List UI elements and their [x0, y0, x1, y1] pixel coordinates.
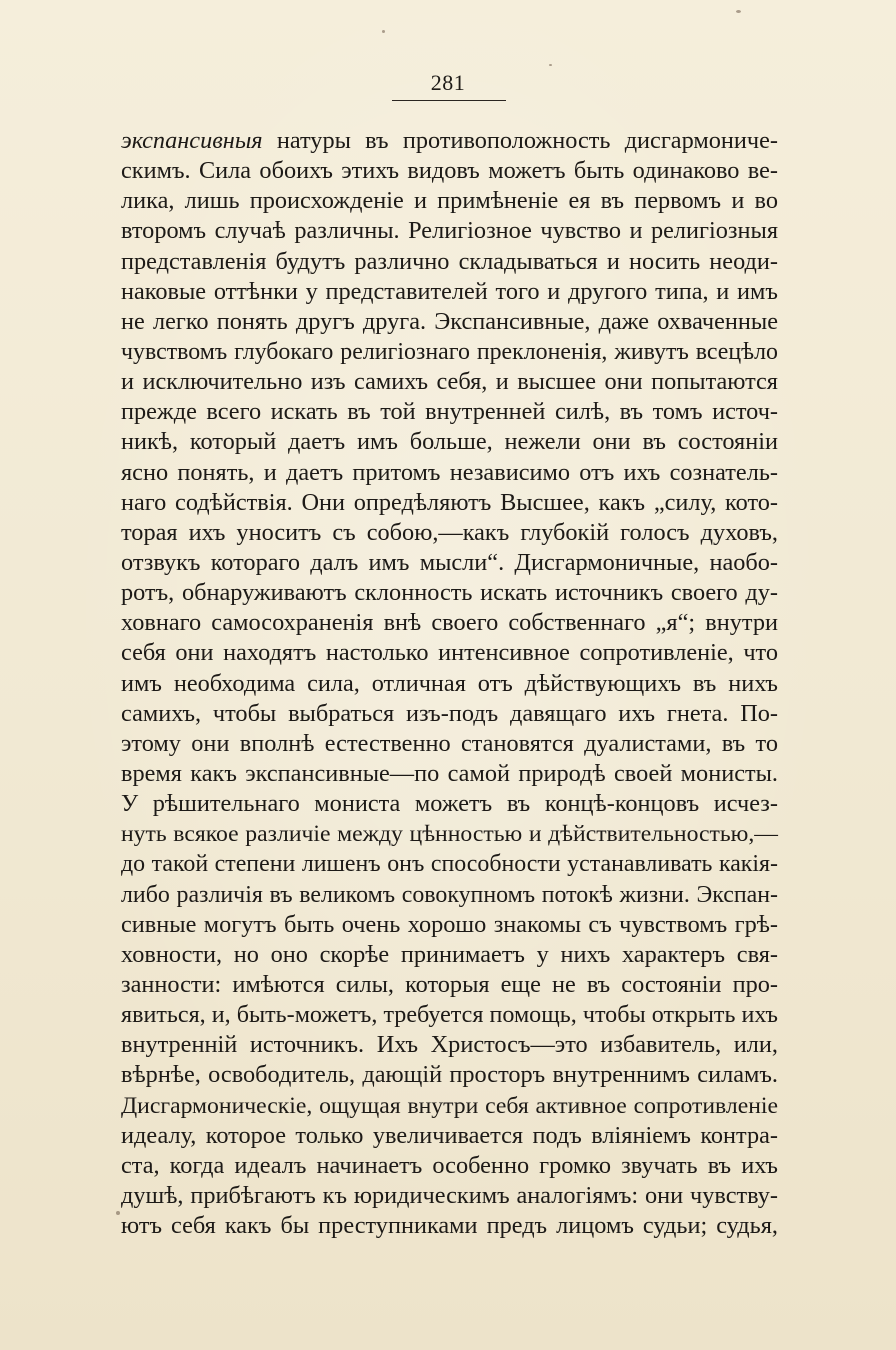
text-line: У рѣшительнаго мониста можетъ въ концѣ-концовъ исчез- — [121, 790, 778, 818]
paper-speck — [736, 10, 741, 13]
text-line: никѣ, который даетъ имъ больше, нежели они въ состояніи — [121, 428, 778, 456]
text-line: этому они вполнѣ естественно становятся дуалистами, въ то — [121, 729, 778, 757]
text-line: торая ихъ уноситъ съ собою,—какъ глубокій голосъ духовъ, — [121, 518, 778, 546]
text-line: представленія будутъ различно складываться и носить неоди- — [121, 247, 778, 275]
text-line: наго содѣйствія. Они опредѣляютъ Высшее, какъ „силу, кото- — [121, 488, 778, 516]
text-line: не легко понять другъ друга. Экспансивные, даже охваченные — [121, 307, 778, 335]
text-line: сивные могутъ быть очень хорошо знакомы съ чувствомъ грѣ- — [121, 910, 778, 938]
text-line: ясно понять, и даетъ притомъ независимо отъ ихъ сознатель- — [121, 458, 778, 486]
text-line: душѣ, прибѣгаютъ къ юридическимъ аналогіямъ: они чувству- — [121, 1181, 778, 1209]
text-line: скимъ. Сила обоихъ этихъ видовъ можетъ быть одинаково ве- — [121, 157, 778, 185]
page-number: 281 — [430, 70, 466, 95]
text-line: ховности, но оно скорѣе принимаетъ у нихъ характеръ свя- — [121, 940, 778, 968]
paper-speck — [116, 1211, 120, 1215]
text-line: занности: имѣются силы, которыя еще не въ состояніи про- — [121, 970, 778, 998]
text-line: имъ необходима сила, отличная отъ дѣйствующихъ въ нихъ — [121, 669, 778, 697]
text-line: нуть всякое различіе между цѣнностью и дѣйствительностью,— — [121, 821, 778, 848]
text-line: второмъ случаѣ различны. Религіозное чувство и религіозныя — [121, 217, 778, 245]
main-text — [121, 126, 778, 1241]
text-line: идеалу, которое только увеличивается подъ вліяніемъ контра- — [121, 1121, 778, 1149]
text-line: либо различія въ великомъ совокупномъ потокѣ жизни. Экспан- — [121, 881, 778, 908]
text-line: самихъ, чтобы выбраться изъ-подъ давящаго ихъ гнета. По- — [121, 699, 778, 727]
paper-speck — [382, 30, 385, 33]
text-line: лика, лишь происхожденіе и примѣненіе ея въ первомъ и во — [121, 187, 778, 215]
text-line: ста, когда идеалъ начинаетъ особенно громко звучать въ ихъ — [121, 1151, 778, 1179]
text-line: отзвукъ котораго далъ имъ мысли“. Дисгармоничные, наобо- — [121, 548, 778, 576]
page-number-rule — [392, 100, 506, 101]
text-line: Дисгармоническіе, ощущая внутри себя активное сопротивленіе — [121, 1092, 778, 1119]
text-line: ротъ, обнаруживаютъ склонность искать источникъ своего ду- — [121, 579, 778, 607]
text-line: наковые оттѣнки у представителей того и другого типа, и имъ — [121, 277, 778, 305]
text-line: прежде всего искать въ той внутренней силѣ, въ томъ источ- — [121, 398, 778, 426]
text-line: время какъ экспансивные—по самой природѣ своей монисты. — [121, 759, 778, 787]
text-line — [121, 126, 778, 156]
paper-speck — [549, 64, 552, 66]
text-line-rest: натуры въ противоположность дисгармониче- — [276, 127, 778, 154]
text-line: явиться, и, быть-можетъ, требуется помощь, чтобы открыть ихъ — [121, 1002, 778, 1029]
text-line: внутренній источникъ. Ихъ Христосъ—это избавитель, или, — [121, 1031, 778, 1059]
text-line: до такой степени лишенъ онъ способности устанавливать какія- — [121, 851, 778, 878]
text-line: вѣрнѣе, освободитель, дающій просторъ внутреннимъ силамъ. — [121, 1061, 778, 1089]
text-line: себя они находятъ настолько интенсивное сопротивленіе, что — [121, 639, 778, 667]
italic-word: экспансивныя — [121, 127, 263, 154]
text-line: ютъ себя какъ бы преступниками предъ лицомъ судьи; судья, — [121, 1212, 778, 1240]
text-line: ховнаго самосохраненія внѣ своего собственнаго „я“; внутри — [121, 609, 778, 637]
text-line: и исключительно изъ самихъ себя, и высшее они попытаются — [121, 368, 778, 396]
text-line: чувствомъ глубокаго религіознаго преклоненія, живутъ всецѣло — [121, 338, 778, 365]
